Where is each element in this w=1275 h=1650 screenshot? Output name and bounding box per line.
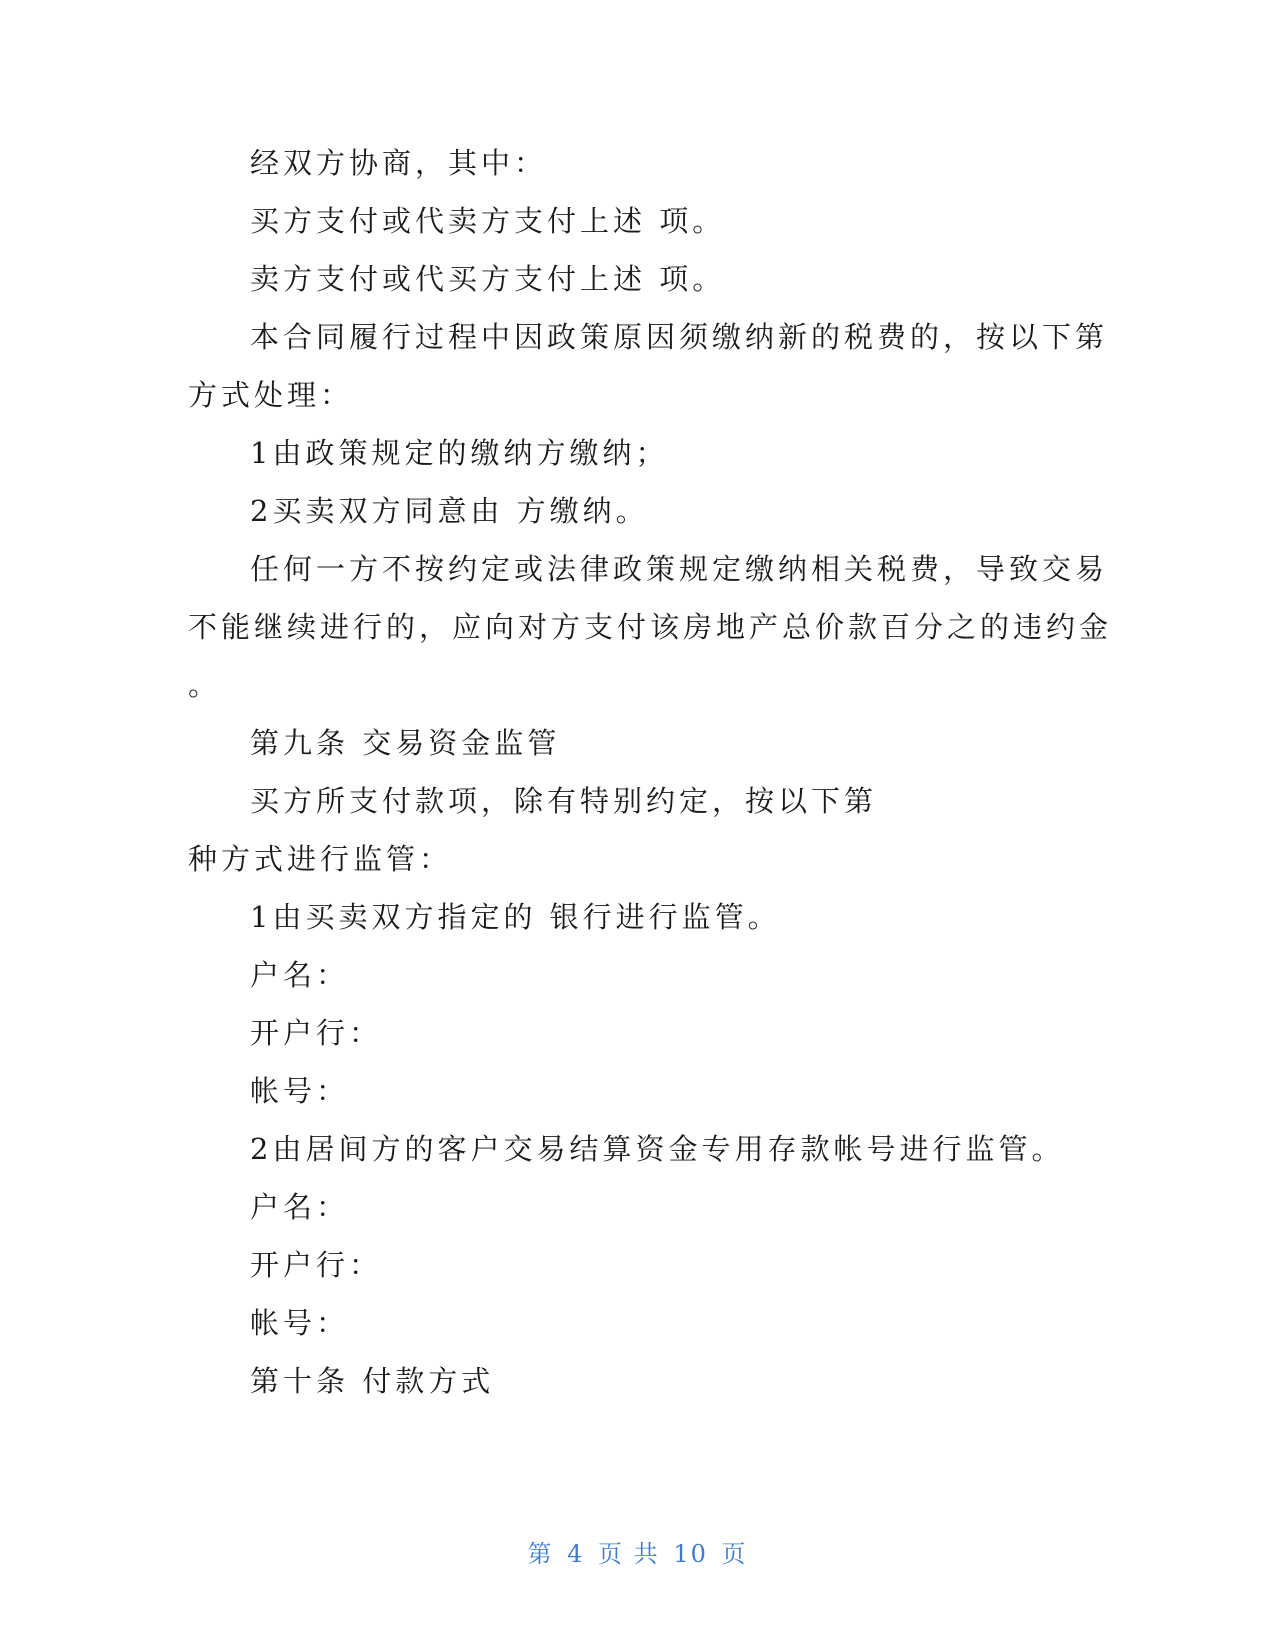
paragraph-supervision-cont: 种方式进行监管： — [188, 842, 453, 876]
paragraph-negotiation: 经双方协商，其中： — [250, 146, 548, 180]
paragraph-bank-supervision: 1由买卖双方指定的 银行进行监管。 — [250, 900, 781, 934]
footer-prefix: 第 — [527, 1540, 554, 1568]
footer-current-page: 4 — [567, 1540, 585, 1568]
paragraph-new-taxes-cont: 方式处理： — [188, 378, 354, 412]
paragraph-new-taxes: 本合同履行过程中因政策原因须缴纳新的税费的，按以下第 — [250, 320, 1109, 354]
paragraph-option-2: 2买卖双方同意由 方缴纳。 — [250, 494, 649, 528]
footer-middle: 页 共 — [598, 1540, 660, 1568]
paragraph-supervision: 买方所支付款项，除有特别约定，按以下第 — [250, 784, 878, 818]
field-account-name-2: 户名： — [250, 1190, 350, 1224]
footer-suffix: 页 — [721, 1540, 748, 1568]
field-account-number-2: 帐号： — [250, 1306, 350, 1340]
article-9-heading: 第九条 交易资金监管 — [250, 726, 561, 760]
paragraph-seller-pays: 卖方支付或代买方支付上述 项。 — [250, 262, 726, 296]
field-bank-1: 开户行： — [250, 1016, 383, 1050]
paragraph-option-1: 1由政策规定的缴纳方缴纳； — [250, 436, 669, 470]
paragraph-penalty-cont: 不能继续进行的，应向对方支付该房地产总价款百分之的违约金 — [188, 610, 1113, 644]
field-bank-2: 开户行： — [250, 1248, 383, 1282]
paragraph-agent-account: 2由居间方的客户交易结算资金专用存款帐号进行监管。 — [250, 1132, 1065, 1166]
article-10-heading: 第十条 付款方式 — [250, 1364, 495, 1398]
page-footer — [0, 1534, 1275, 1569]
field-account-name-1: 户名： — [250, 958, 350, 992]
footer-total-pages: 10 — [673, 1540, 708, 1568]
paragraph-buyer-pays: 买方支付或代卖方支付上述 项。 — [250, 204, 726, 238]
paragraph-penalty: 任何一方不按约定或法律政策规定缴纳相关税费，导致交易 — [250, 552, 1109, 586]
field-account-number-1: 帐号： — [250, 1074, 350, 1108]
paragraph-penalty-end: 。 — [188, 668, 222, 702]
